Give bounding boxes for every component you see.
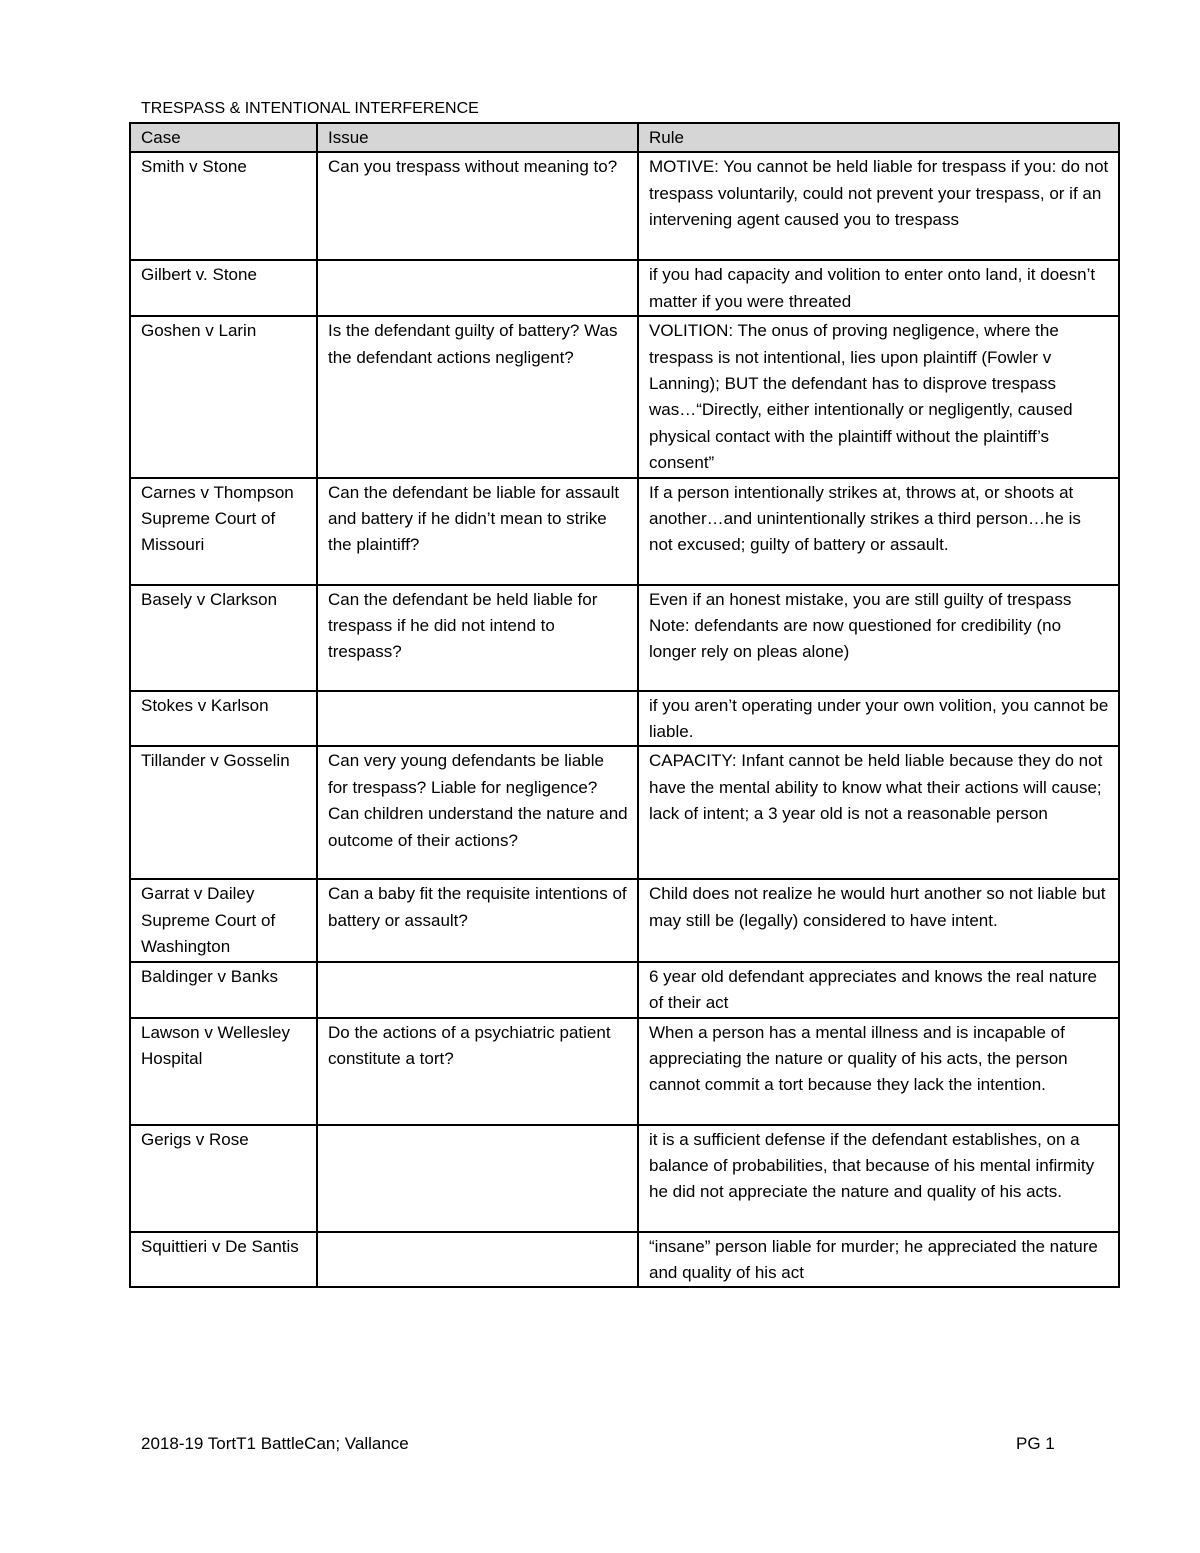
case-cell: [130, 585, 317, 691]
issue-cell: [317, 691, 638, 747]
issue-cell: [317, 316, 638, 477]
issue-cell: [317, 1018, 638, 1125]
issue-cell: [317, 746, 638, 879]
table-row: [130, 879, 1119, 961]
case-cell: [130, 1018, 317, 1125]
table-row: [130, 691, 1119, 747]
rule-cell: [638, 152, 1119, 260]
rule-text: if you aren’t operating under your own volition, you cannot be liable.: [649, 695, 1109, 742]
case-name: Squittieri v De Santis: [141, 1236, 299, 1256]
rule-cell: [638, 691, 1119, 747]
case-name: Goshen v Larin: [141, 321, 257, 341]
case-cell: [130, 316, 317, 477]
table-row: [130, 746, 1119, 879]
case-name: Basely v Clarkson: [141, 589, 278, 609]
case-name: Carnes v Thompson Supreme Court of Missouri: [141, 482, 294, 555]
case-name: Tillander v Gosselin: [141, 751, 290, 771]
table-row: [130, 478, 1119, 585]
rule-cell: [638, 478, 1119, 585]
rule-cell: [638, 1018, 1119, 1125]
header-issue: Issue: [317, 123, 638, 152]
issue-text: Can you trespass without meaning to?: [328, 157, 618, 177]
case-name: Gilbert v. Stone: [141, 265, 257, 285]
case-name: Smith v Stone: [141, 157, 247, 177]
table-row: [130, 152, 1119, 260]
rule-text: Child does not realize he would hurt another so not liable but may still be (legally) considered to have intent.: [649, 884, 1106, 930]
case-cell: [130, 152, 317, 260]
rule-cell: [638, 260, 1119, 316]
rule-cell: [638, 316, 1119, 477]
table-row: [130, 1125, 1119, 1232]
case-name: Lawson v Wellesley Hospital: [141, 1022, 290, 1068]
issue-text: Can a baby fit the requisite intentions of battery or assault?: [328, 884, 627, 930]
table-row: [130, 1232, 1119, 1288]
issue-cell: [317, 478, 638, 585]
rule-text: MOTIVE: You cannot be held liable for trespass if you: do not trespass voluntarily, could not prevent your trespass, or if an intervening agent caused you to trespass: [649, 157, 1109, 230]
rule-text: CAPACITY: Infant cannot be held liable because they do not have the mental ability to know what their actions will cause; lack of intent; a 3 year old is not a reasonable person: [649, 751, 1103, 824]
case-name: Garrat v Dailey Supreme Court of Washington: [141, 884, 276, 957]
case-table: [129, 122, 1120, 1288]
case-cell: [130, 962, 317, 1018]
rule-text: If a person intentionally strikes at, throws at, or shoots at another…and unintentionally strikes a third person…he is not excused; guilty of battery or assault.: [649, 482, 1081, 555]
rule-cell: [638, 1232, 1119, 1288]
table-header: [130, 123, 1119, 152]
issue-text: Do the actions of a psychiatric patient constitute a tort?: [328, 1022, 611, 1068]
table-row: [130, 316, 1119, 477]
issue-cell: [317, 962, 638, 1018]
issue-cell: [317, 879, 638, 961]
document-heading: TRESPASS & INTENTIONAL INTERFERENCE: [141, 100, 479, 117]
case-cell: [130, 879, 317, 961]
rule-text: When a person has a mental illness and is incapable of appreciating the nature or quality of his acts, the person cannot commit a tort because they lack the intention.: [649, 1022, 1068, 1095]
issue-cell: [317, 1232, 638, 1288]
rule-cell: [638, 879, 1119, 961]
rule-text: if you had capacity and volition to enter onto land, it doesn’t matter if you were threated: [649, 265, 1096, 311]
rule-text: VOLITION: The onus of proving negligence, where the trespass is not intentional, lies upon plaintiff (Fowler v Lanning); BUT the defendant has to disprove trespass was…“Directly, either intentionally or negligently, caused physical contact with the plaintiff without the plaintiff’s consent”: [649, 321, 1073, 473]
rule-text: 6 year old defendant appreciates and knows the real nature of their act: [649, 966, 1097, 1013]
rule-cell: [638, 962, 1119, 1018]
case-cell: [130, 1232, 317, 1288]
rule-text: it is a sufficient defense if the defendant establishes, on a balance of probabilities, that because of his mental infirmity he did not appreciate the nature and quality of his acts.: [649, 1129, 1095, 1202]
issue-cell: [317, 152, 638, 260]
rule-cell: [638, 585, 1119, 691]
header-rule: Rule: [638, 123, 1119, 152]
case-cell: [130, 260, 317, 316]
rule-text: “insane” person liable for murder; he appreciated the nature and quality of his act: [649, 1236, 1098, 1282]
case-cell: [130, 478, 317, 585]
table-body: [130, 152, 1119, 1287]
issue-cell: [317, 260, 638, 316]
case-name: Stokes v Karlson: [141, 695, 269, 715]
table-row: [130, 1018, 1119, 1125]
case-name: Gerigs v Rose: [141, 1129, 249, 1149]
issue-text: Can very young defendants be liable for trespass? Liable for negligence? Can children understand the nature and outcome of their actions?: [328, 751, 628, 850]
issue-text: Is the defendant guilty of battery? Was the defendant actions negligent?: [328, 321, 618, 367]
issue-cell: [317, 585, 638, 691]
case-cell: [130, 746, 317, 879]
footer-course-label: 2018-19 TortT1 BattleCan; Vallance: [141, 1434, 409, 1453]
case-name: Baldinger v Banks: [141, 966, 279, 986]
case-cell: [130, 691, 317, 747]
rule-cell: [638, 746, 1119, 879]
table-row: [130, 260, 1119, 316]
rule-text: Even if an honest mistake, you are still guilty of trespass Note: defendants are now questioned for credibility (no longer rely on pleas alone): [649, 589, 1072, 662]
issue-text: Can the defendant be liable for assault and battery if he didn’t mean to strike the plaintiff?: [328, 482, 620, 555]
rule-cell: [638, 1125, 1119, 1232]
header-case: Case: [130, 123, 317, 152]
case-cell: [130, 1125, 317, 1232]
issue-text: Can the defendant be held liable for trespass if he did not intend to trespass?: [328, 589, 598, 662]
table-row: [130, 585, 1119, 691]
issue-cell: [317, 1125, 638, 1232]
table-row: [130, 962, 1119, 1018]
header-row: [130, 123, 1119, 152]
footer-page-number: PG 1: [1016, 1434, 1055, 1453]
